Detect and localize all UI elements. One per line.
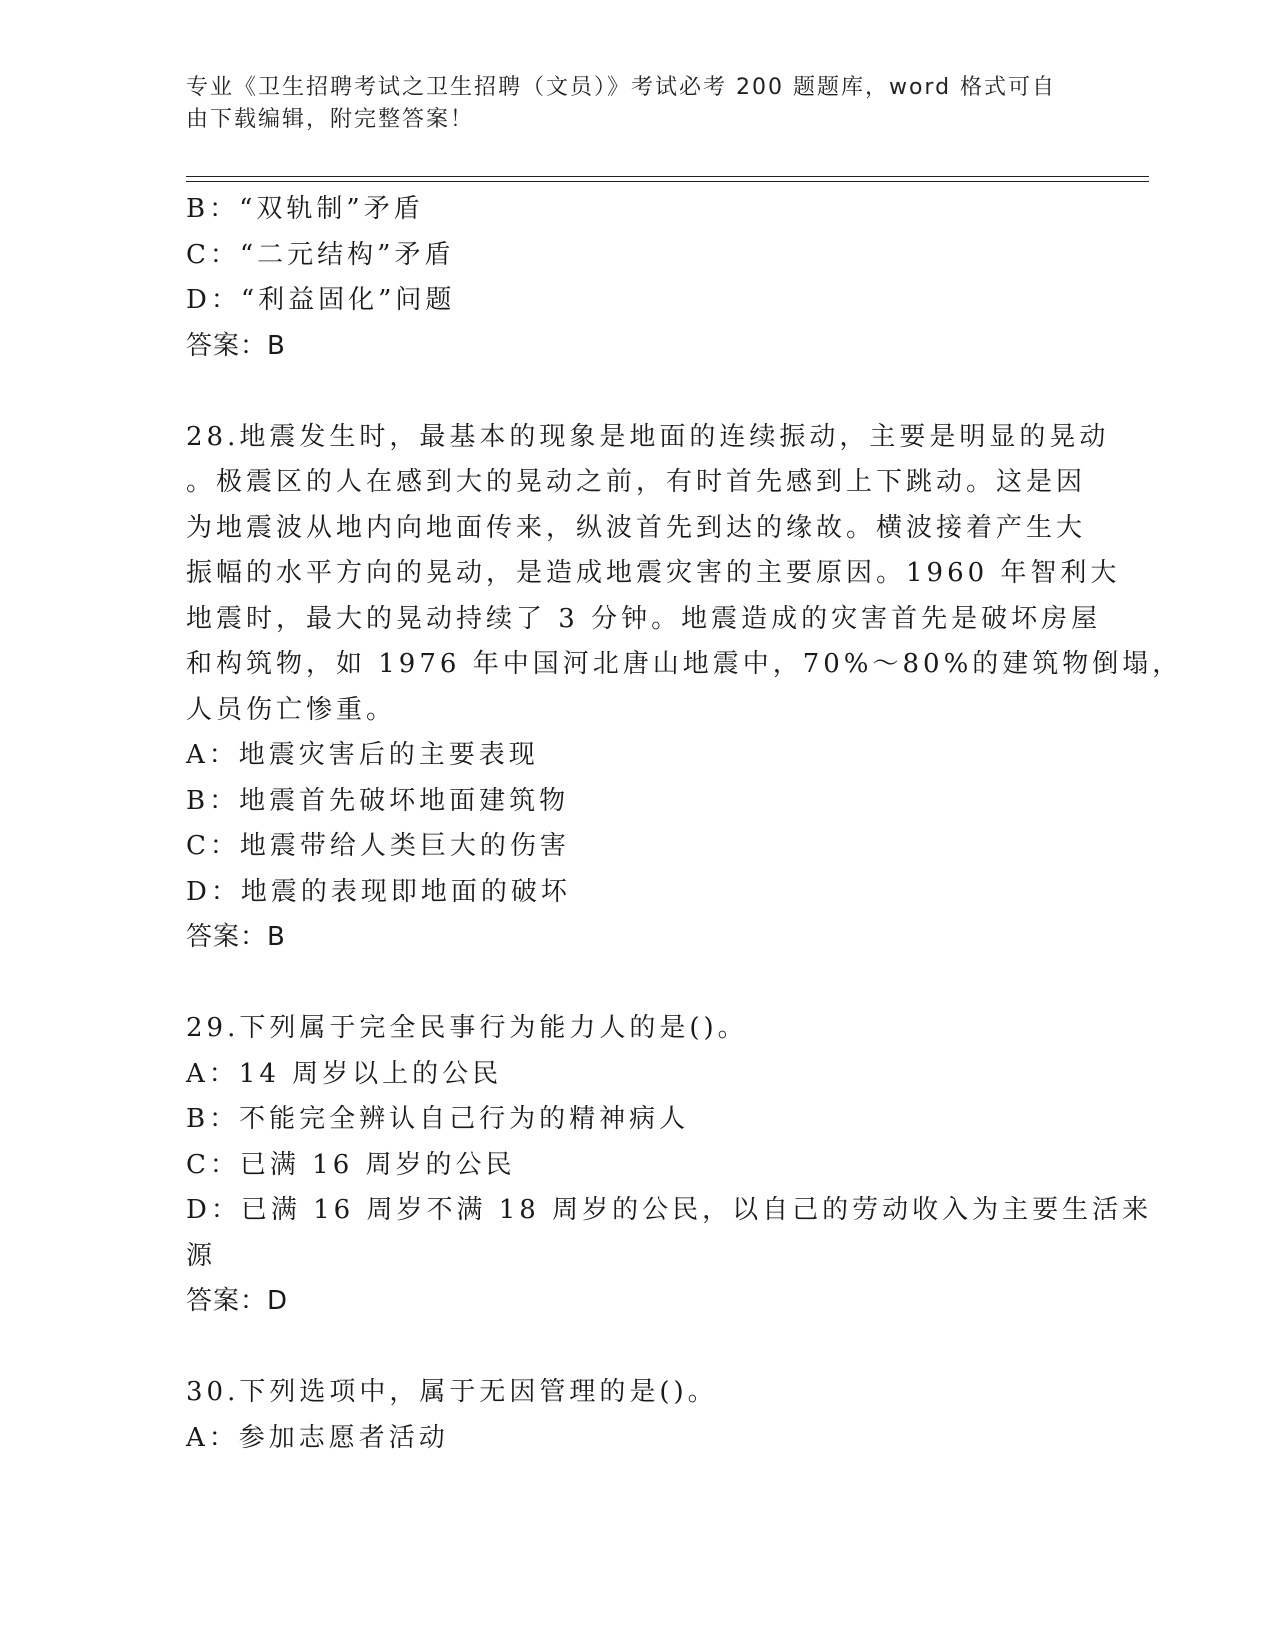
- header-divider-bottom: [186, 181, 1149, 182]
- q29-option-b: B：不能完全辨认自己行为的精神病人: [186, 1104, 690, 1134]
- q28-stem-line: 为地震波从地内向地面传来，纵波首先到达的缘故。横波接着产生大: [186, 512, 1087, 543]
- q27-option-d: D：“利益固化”问题: [186, 285, 456, 315]
- q28-stem-line: 和构筑物，如 1976 年中国河北唐山地震中，70%～80%的建筑物倒塌，: [186, 649, 1183, 679]
- question-28: [186, 415, 1183, 961]
- q27-option-c: C：“二元结构”矛盾: [186, 239, 455, 270]
- page-header: [186, 72, 1086, 136]
- q28-stem-line: 。极震区的人在感到大的晃动之前，有时首先感到上下跳动。这是因: [186, 467, 1087, 497]
- question-29: [186, 1006, 1153, 1325]
- header-line-2: 由下载编辑，附完整答案！: [186, 107, 475, 132]
- q28-stem-line: 人员伤亡惨重。: [186, 694, 397, 725]
- q29-answer: 答案：D: [186, 1286, 289, 1316]
- q27-option-b: B：“双轨制”矛盾: [186, 194, 424, 224]
- q28-option-d: D：地震的表现即地面的破坏: [186, 876, 571, 907]
- header-divider-top: [186, 176, 1149, 177]
- q30-stem: 30.下列选项中，属于无因管理的是()。: [186, 1377, 718, 1407]
- q27-answer: 答案：B: [186, 330, 286, 361]
- question-30: [186, 1370, 1086, 1461]
- q29-option-d: D：已满 16 周岁不满 18 周岁的公民，以自己的劳动收入为主要生活来: [186, 1195, 1153, 1225]
- q28-option-c: C：地震带给人类巨大的伤害: [186, 831, 570, 861]
- question-content: [186, 187, 1183, 1461]
- q29-option-c: C：已满 16 周岁的公民: [186, 1149, 516, 1180]
- q28-answer: 答案：B: [186, 922, 286, 952]
- spacer: [186, 961, 1086, 1007]
- q28-stem-line: 振幅的水平方向的晃动，是造成地震灾害的主要原因。1960 年智利大: [186, 558, 1121, 588]
- question-27: [186, 187, 1086, 369]
- q28-stem-line: 地震时，最大的晃动持续了 3 分钟。地震造成的灾害首先是破坏房屋: [186, 603, 1102, 634]
- q29-option-d-continued: 源: [186, 1240, 217, 1271]
- q28-option-a: A：地震灾害后的主要表现: [186, 740, 539, 770]
- spacer: [186, 369, 1086, 415]
- q28-option-b: B：地震首先破坏地面建筑物: [186, 785, 570, 816]
- header-line-1: 专业《卫生招聘考试之卫生招聘（文员）》考试必考 200 题题库，word 格式可自: [186, 75, 1057, 100]
- q29-option-a: A：14 周岁以上的公民: [186, 1058, 503, 1089]
- q29-stem: 29.下列属于完全民事行为能力人的是()。: [186, 1013, 748, 1043]
- q28-stem-line: 28.地震发生时，最基本的现象是地面的连续振动，主要是明显的晃动: [186, 421, 1110, 452]
- spacer: [186, 1325, 1086, 1371]
- q30-option-a: A：参加志愿者活动: [186, 1422, 449, 1453]
